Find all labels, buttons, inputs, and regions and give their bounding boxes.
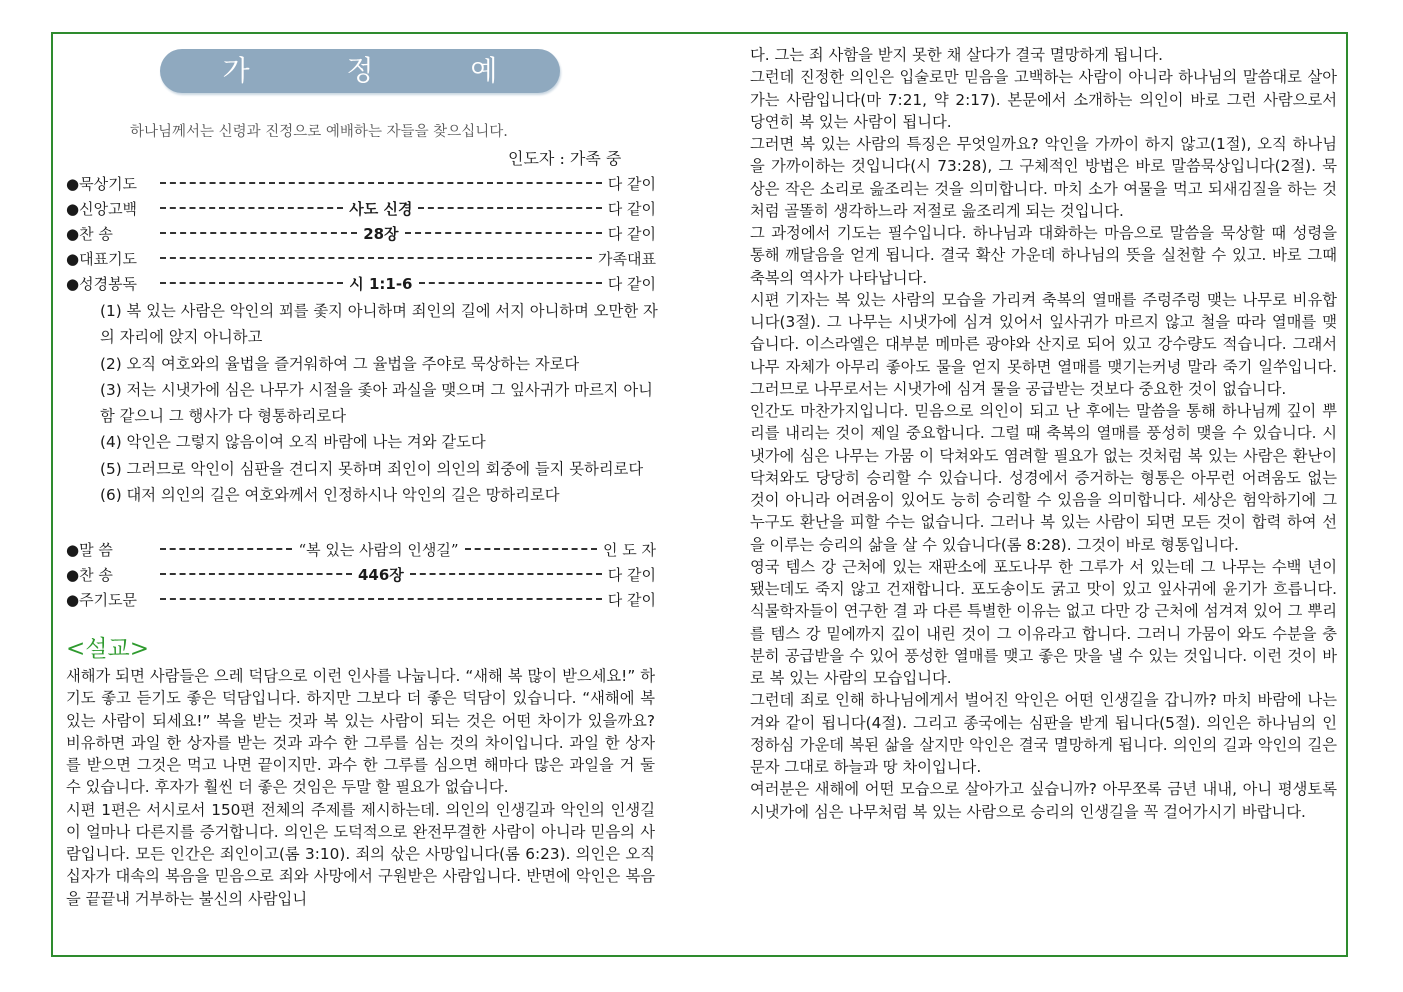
order-label: ●대표기도: [66, 249, 138, 268]
sermon-paragraph: 다. 그는 죄 사함을 받지 못한 채 살다가 결국 멸망하게 됩니다.: [750, 46, 1163, 64]
verse: (3) 저는 시냇가에 심은 나무가 시절을 좇아 과실을 맺으며 그 잎사귀가 마르지 아니함 같으니 그 행사가 다 형통하리로다: [100, 380, 653, 426]
order-participant: 다 같이: [607, 174, 656, 193]
dotted-leader: [405, 232, 602, 234]
dotted-leader: [160, 573, 352, 575]
dotted-leader: [160, 182, 602, 184]
sermon-heading: <설교>: [66, 636, 149, 662]
sermon-text-right: [750, 44, 1337, 823]
dotted-leader: [160, 257, 592, 259]
sermon-paragraph: 그 과정에서 기도는 필수입니다. 하나님과 대화하는 마음으로 말씀을 묵상할 때 성령을 통해 깨달음을 얻게 됩니다. 결국 확산 가운데 하나님의 뜻을 실천할 수 있고. 바로 그때 축복의 역사가 나타납니다.: [750, 224, 1337, 287]
order-row-scripture: [66, 272, 656, 294]
order-participant: 다 같이: [607, 565, 656, 584]
order-label: ●신앙고백: [66, 199, 138, 218]
order-row-creed: [66, 197, 656, 219]
order-label: ●찬 송: [66, 565, 113, 584]
order-row-silent-prayer: [66, 172, 656, 194]
order-row-sermon: [66, 538, 656, 560]
dotted-leader: [160, 232, 357, 234]
order-row-hymn: [66, 222, 656, 244]
order-label: ●묵상기도: [66, 174, 138, 193]
sermon-paragraph: 그러면 복 있는 사람의 특징은 무엇일까요? 악인을 가까이 하지 않고(1절), 오직 하나님 을 가까이하는 것입니다(시 73:28), 그 구체적인 방법은 바로 말씀묵상입니다(2절). 묵상은 작은 소리로 읊조리는 것을 의미합니다. 마치 소가 여물을 먹고 되새김질을 하는 것처럼 골똘히 생각하느라 저절로 읊조리게 되는 것입니다.: [750, 135, 1337, 220]
order-label: ●말 씀: [66, 540, 113, 559]
leader-line: 인도자 : 가족 중: [508, 149, 622, 168]
sermon-paragraph: 시편 기자는 복 있는 사람의 모습을 가리켜 축복의 열매를 주렁주렁 맺는 나무로 비유합니다(3절). 그 나무는 시냇가에 심겨 있어서 잎사귀가 마르지 않고 철을 따라 열매를 맺습니다. 이스라엘은 대부분 메마른 광야와 산지로 되어 있고 강수량도 적습니다. 그래서 나무 자체가 아무리 좋아도 물을 얻지 못하면 열매를 맺기는커녕 말라 죽기 일쑤입니다. 그러므로 나무로서는 시냇가에 심겨 물을 공급받는 것보다 중요한 것이 없습니다.: [750, 290, 1337, 398]
verse: (5) 그러므로 악인이 심판을 견디지 못하며 죄인이 의인의 회중에 들지 못하리로다: [100, 459, 644, 478]
sermon-paragraph: 새해가 되면 사람들은 으레 덕담으로 이런 인사를 나눕니다. “새해 복 많이 받으세요!” 하기도 좋고 듣기도 좋은 덕담입니다. 하지만 그보다 더 좋은 덕담이 있습니다. “새해에 복 있는 사람이 되세요!” 복을 받는 것과 복 있는 사람이 되는 것은 어떤 차이가 있을까요? 비유하면 과일 한 상자를 받는 것과 과수 한 그루를 심는 것의 차이입니다. 과일 한 상자를 받으면 그것은 먹고 나면 끝이지만. 과수 한 그루를 심으면 해마다 많은 과일을 거 둘 수 있습니다. 후자가 훨씬 더 좋은 것임은 두말 할 필요가 없습니다.: [66, 667, 655, 797]
scripture-verses: [100, 298, 660, 508]
verse: (2) 오직 여호와의 율법을 즐거워하여 그 율법을 주야로 묵상하는 자로다: [100, 354, 580, 373]
order-label: ●성경봉독: [66, 274, 138, 293]
dotted-leader: [160, 548, 292, 550]
order-label: ●찬 송: [66, 224, 113, 243]
sermon-paragraph: 인간도 마찬가지입니다. 믿음으로 의인이 되고 난 후에는 말씀을 통해 하나님께 깊이 뿌리를 내리는 것이 제일 중요합니다. 그럴 때 축복의 열매를 풍성히 맺을 수 있습니다. 시냇가에 심은 나무는 가뭄 이 닥쳐와도 염려할 필요가 없는 것처럼 복 있는 사람은 환난이 닥쳐와도 당당히 승리할 수 있습니다. 성경에서 증거하는 형통은 아무런 어려움도 없는 것이 아니라 어려움이 있어도 능히 승리할 수 있음을 의미합니다. 세상은 험악하기에 그 누구도 환난을 피할 수는 없습니다. 그러나 복 있는 사람이 되면 모든 것이 합력 하여 선을 이루는 승리의 삶을 살 수 있습니다(롬 8:28). 그것이 바로 형통입니다.: [750, 402, 1337, 554]
order-item: 사도 신경: [349, 199, 413, 218]
title-banner: [160, 49, 560, 131]
order-participant: 다 같이: [607, 274, 656, 293]
dotted-leader: [465, 548, 597, 550]
sermon-paragraph: 여러분은 새해에 어떤 모습으로 살아가고 싶습니까? 아무쪼록 금년 내내, 아니 평생토록 시냇가에 심은 나무처럼 복 있는 사람으로 승리의 인생길을 꼭 걸어가시기 바랍니다.: [750, 780, 1337, 821]
order-item: 시 1:1-6: [349, 274, 413, 293]
order-item: 446장: [357, 565, 404, 584]
order-label: ●주기도문: [66, 590, 138, 609]
dotted-leader: [160, 282, 343, 284]
dotted-leader: [419, 282, 602, 284]
order-item: 28장: [363, 224, 399, 243]
dotted-leader: [418, 207, 601, 209]
sermon-text-left: [66, 665, 655, 910]
verse: (6) 대저 의인의 길은 여호와께서 인정하시나 악인의 길은 망하리로다: [100, 486, 560, 505]
order-row-hymn-2: [66, 563, 656, 585]
order-row-prayer: [66, 247, 656, 269]
dotted-leader: [160, 598, 602, 600]
subtitle: 하나님께서는 신령과 진정으로 예배하는 자들을 찾으십니다.: [130, 124, 508, 140]
order-participant: 다 같이: [607, 590, 656, 609]
dotted-leader: [160, 207, 343, 209]
sermon-paragraph: 영국 템스 강 근처에 있는 재판소에 포도나무 한 그루가 서 있는데 그 나무는 수백 년이 됐는데도 죽지 않고 건재합니다. 포도송이도 굵고 맛이 있고 잎사귀에 윤기가 흐릅니다. 식물학자들이 연구한 결 과 다른 특별한 이유는 없고 다만 강 근처에 섬겨져 있어 그 뿌리를 템스 강 밑에까지 깊이 내린 것이 그 이유라고 합니다. 그러니 가뭄이 와도 수분을 충분히 공급받을 수 있어 풍성한 열매를 맺고 좋은 맛을 낼 수 있는 것입니다. 이런 것이 바로 복 있는 사람의 모습입니다.: [750, 557, 1337, 687]
sermon-paragraph: 그런데 죄로 인해 하나님에게서 벌어진 악인은 어떤 인생길을 갑니까? 마치 바람에 나는 겨와 같이 됩니다(4절). 그리고 종국에는 심판을 받게 됩니다(5절). 의인은 하나님의 인정하심 가운데 복된 삶을 살지만 악인은 결국 멸망하게 됩니다. 의인의 길과 악인의 길은 문자 그대로 하늘과 땅 차이입니다.: [750, 691, 1337, 776]
sermon-paragraph: 그런데 진정한 의인은 입술로만 믿음을 고백하는 사람이 아니라 하나님의 말씀대로 살아 가는 사람입니다(마 7:21, 약 2:17). 본문에서 소개하는 의인이 바로 그런 사람으로서 당연히 복 있는 사람이 됩니다.: [750, 68, 1337, 131]
order-participant: 다 같이: [607, 224, 656, 243]
verse: (4) 악인은 그렇지 않음이여 오직 바람에 나는 겨와 같도다: [100, 433, 486, 452]
order-row-lords-prayer: [66, 588, 656, 610]
verse: (1) 복 있는 사람은 악인의 꾀를 좇지 아니하며 죄인의 길에 서지 아니하며 오만한 자의 자리에 앉지 아니하고: [100, 302, 658, 347]
page-title: 가 정 예 배: [222, 54, 542, 131]
order-participant: 인 도 자: [603, 540, 657, 559]
sermon-paragraph: 시편 1편은 서시로서 150편 전체의 주제를 제시하는데. 의인의 인생길과 악인의 인생길이 얼마나 다른지를 증거합니다. 의인은 도덕적으로 완전무결한 사람이 아니라 믿음의 사람입니다. 모든 인간은 죄인이고(롬 3:10). 죄의 삯은 사망입니다(롬 6:23). 의인은 오직 십자가 대속의 복음을 믿음으로 죄와 사망에서 구원받은 사람입니다. 반면에 악인은 복음을 끝끝내 거부하는 불신의 사람입니: [66, 800, 655, 908]
order-participant: 다 같이: [607, 199, 656, 218]
sermon-title-item: “복 있는 사람의 인생길”: [298, 540, 459, 559]
order-participant: 가족대표: [598, 249, 656, 268]
dotted-leader: [410, 573, 602, 575]
